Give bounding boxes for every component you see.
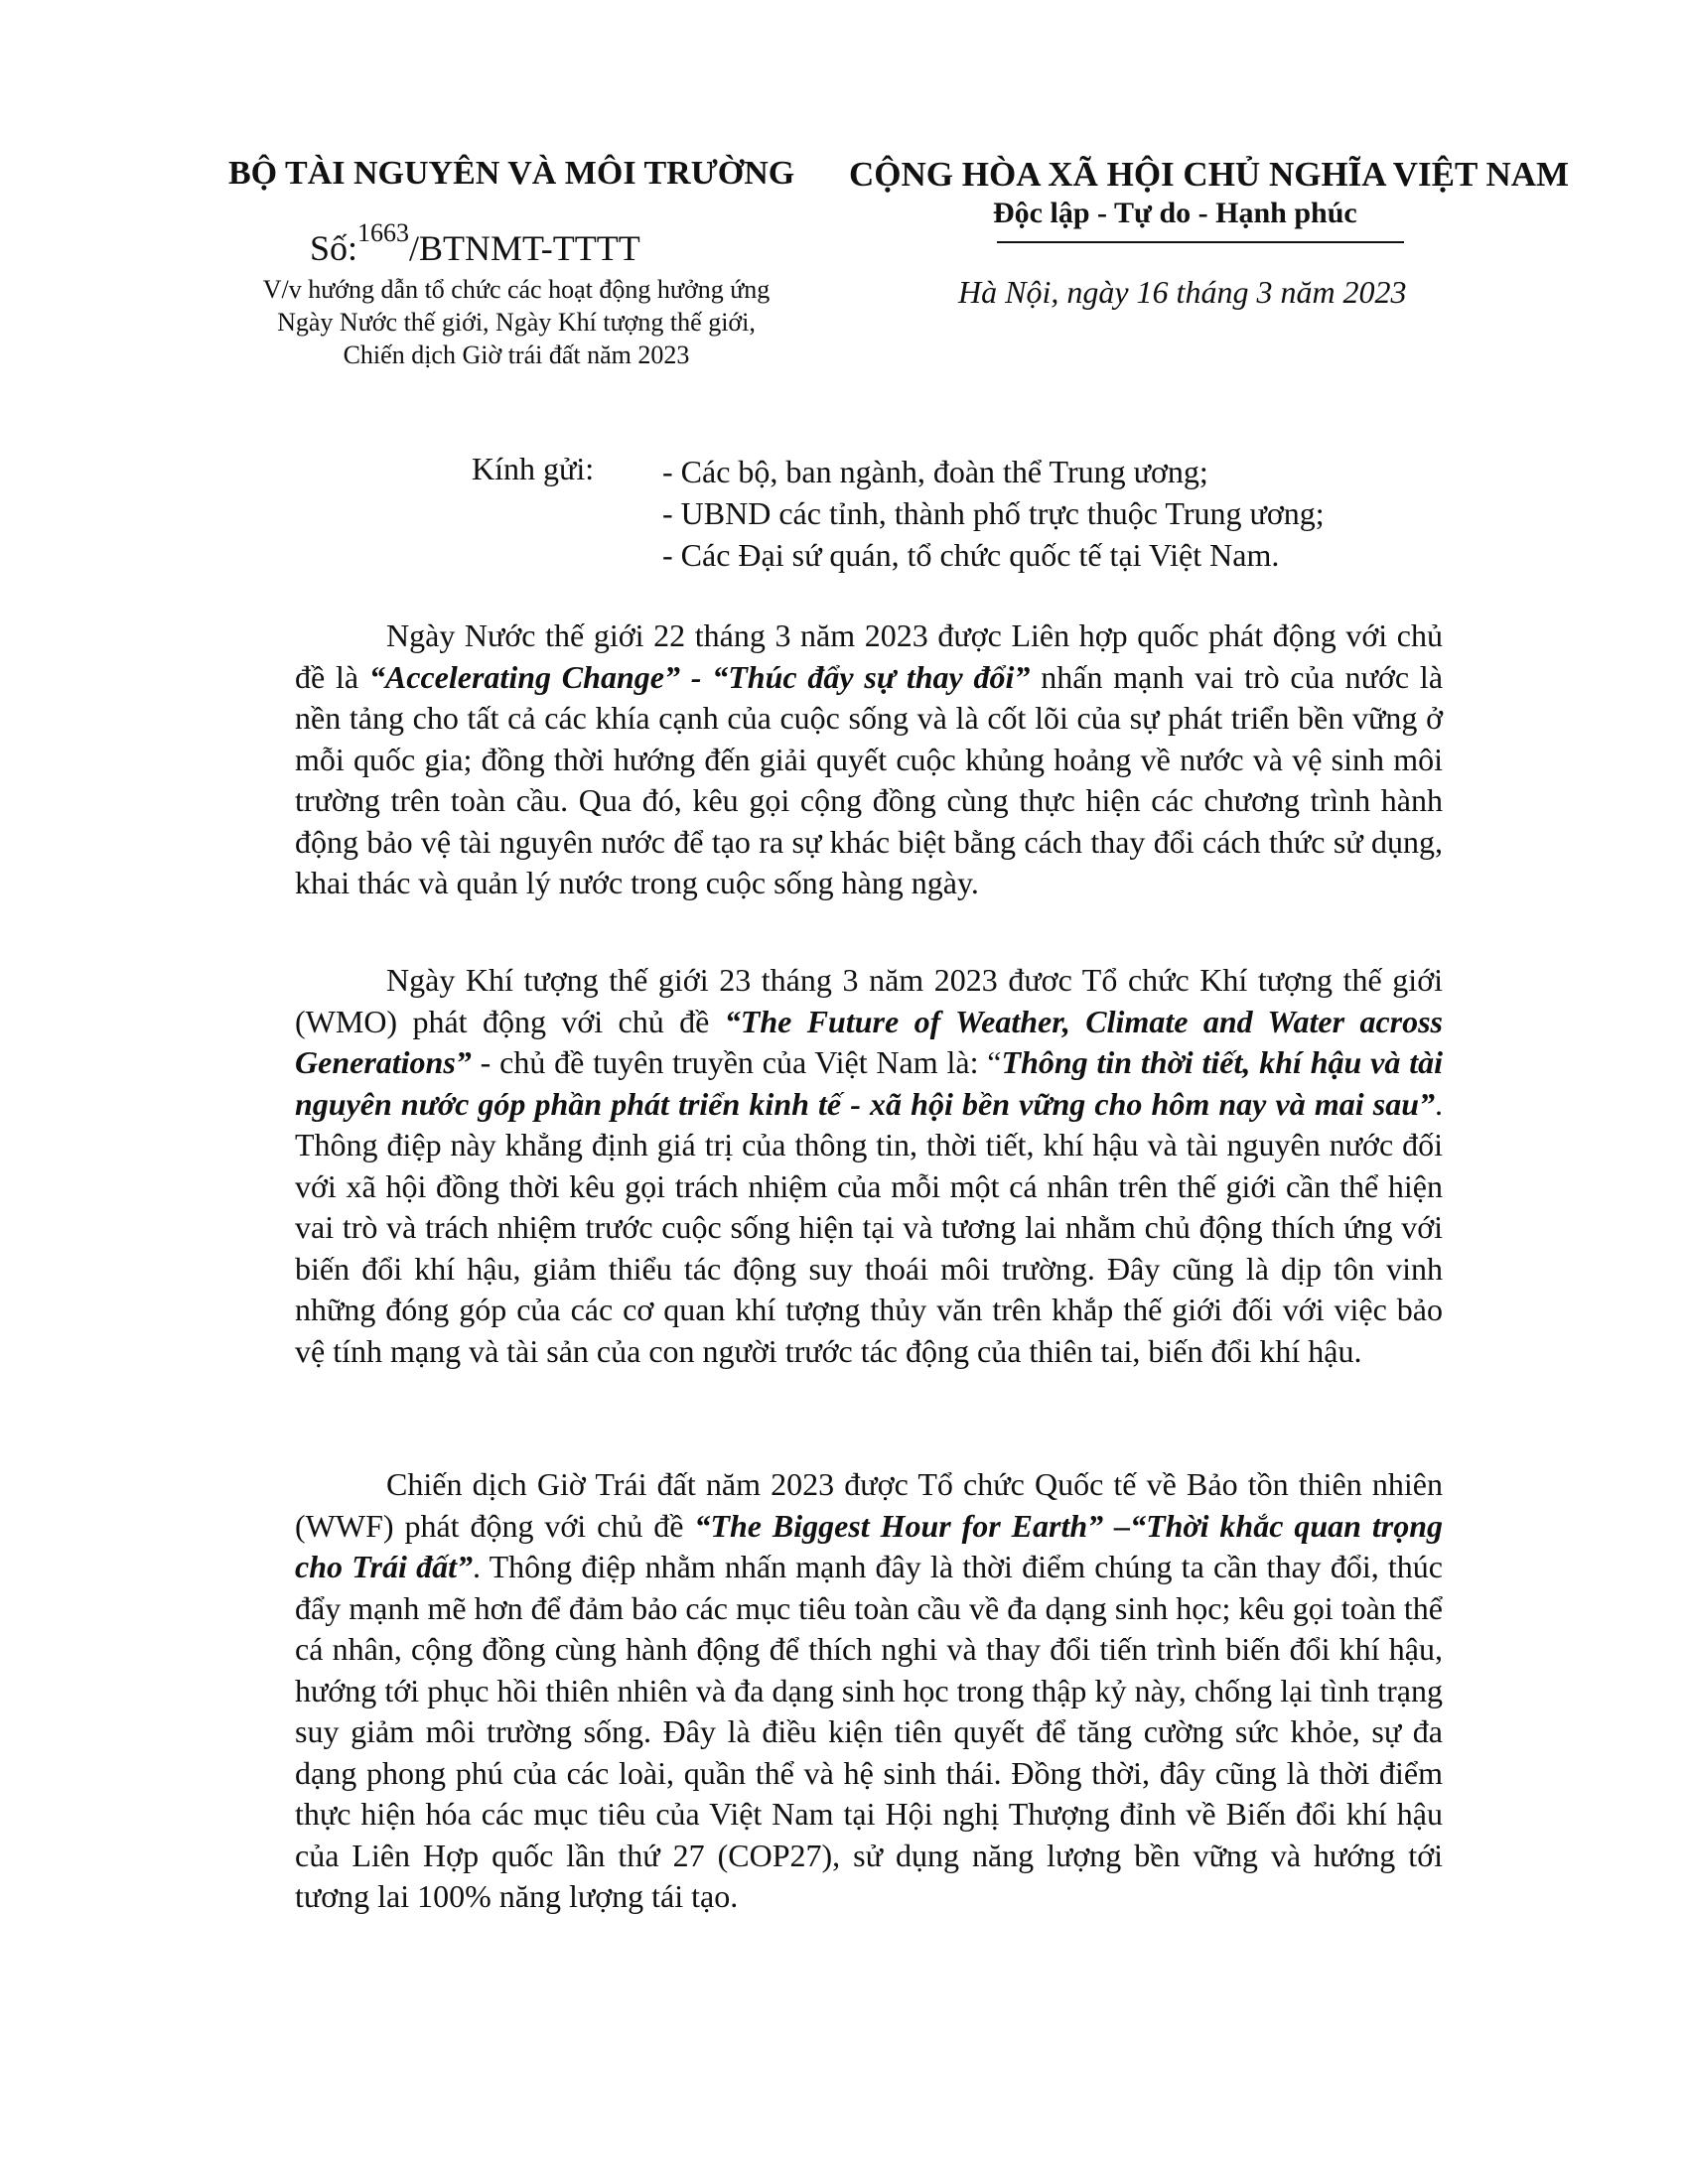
national-motto: Độc lập - Tự do - Hạnh phúc <box>993 197 1357 229</box>
document-number <box>310 218 640 269</box>
recipients-label: Kính gửi: <box>472 451 595 486</box>
theme-highlight: “The Future of Weather, Climate and Water across Generations” <box>295 1003 1444 1080</box>
theme-highlight: “The Biggest Hour for Earth” –“Thời khắc quan trọng cho Trái đất” <box>295 1507 1444 1584</box>
issuing-ministry: BỘ TÀI NGUYÊN VÀ MÔI TRƯỜNG <box>228 155 795 192</box>
recipients-list <box>662 451 1325 576</box>
recipient-item: - Các bộ, ban ngành, đoàn thể Trung ương; <box>662 454 1208 489</box>
paragraph-text: Ngày Nước thế giới 22 tháng 3 năm 2023 được Liên hợp quốc phát động với chủ đề là <box>295 617 1443 695</box>
paragraph-text: Ngày Khí tượng thế giới 23 tháng 3 năm 2023 đươc Tổ chức Khí tượng thế giới (WMO) phát động với chủ đề <box>295 962 1443 1039</box>
theme-highlight: Thông tin thời tiết, khí hậu và tài nguyên nước góp phần phát triển kinh tế - xã hội bền vững cho hôm nay và mai sau” <box>295 1044 1444 1122</box>
recipient-item: - Các Đại sứ quán, tổ chức quốc tế tại Việt Nam. <box>662 537 1280 573</box>
paragraph-text: . Thông điệp này khẳng định giá trị của thông tin, thời tiết, khí hậu và tài nguyên nước đối với xã hội đồng thời kêu gọi trách nhiệm của mỗi một cá nhân trên thế giới cần thể hiện vai trò và trách nhiệm trước cuộc sống hiện tại và tương lai nhằm chủ động thích ứng với biến đổi khí hậu, giảm thiểu tác động suy thoái môi trường. Đây cũng là dịp tôn vinh những đóng góp của các cơ quan khí tượng thủy văn trên khắp thế giới đối với việc bảo vệ tính mạng và tài sản của con người trước tác động của thiên tai, biến đổi khí hậu. <box>295 1085 1443 1369</box>
place-and-date: Hà Nội, ngày 16 tháng 3 năm 2023 <box>958 274 1407 310</box>
paragraph-text: Chiến dịch Giờ Trái đất năm 2023 được Tổ chức Quốc tế về Bảo tồn thiên nhiên (WWF) phát động với chủ đề <box>295 1466 1443 1544</box>
theme-highlight: “Accelerating Change” - “Thúc đẩy sự thay đổi” <box>368 658 1031 695</box>
doc-no-prefix: Số: <box>310 228 358 268</box>
motto-underline <box>997 241 1404 243</box>
subject-line: V/v hướng dẫn tổ chức các hoạt động hưởng ứng <box>262 275 771 304</box>
paragraph-text: nhấn mạnh vai trò của nước là nền tảng cho tất cả các khía cạnh của cuộc sống và là cốt lõi của sự phát triển bền vững ở mỗi quốc gia; đồng thời hướng đến giải quyết cuộc khủng hoảng về nước và vệ sinh môi trường trên toàn cầu. Qua đó, kêu gọi cộng đồng cùng thực hiện các chương trình hành động bảo vệ tài nguyên nước để tạo ra sự khác biệt bằng cách thay đổi cách thức sử dụng, khai thác và quản lý nước trong cuộc sống hàng ngày. <box>295 658 1444 900</box>
subject-line: Ngày Nước thế giới, Ngày Khí tượng thế giới, <box>277 308 756 337</box>
paragraph-text: . Thông điệp nhằm nhấn mạnh đây là thời điểm chúng ta cần thay đổi, thúc đẩy mạnh mẽ hơn để đảm bảo các mục tiêu toàn cầu về đa dạng sinh học; kêu gọi toàn thể cá nhân, cộng đồng cùng hành động để thích nghi và thay đổi tiến trình biến đổi khí hậu, hướng tới phục hồi thiên nhiên và đa dạng sinh học trong thập kỷ này, chống lại tình trạng suy giảm môi trường sống. Đây là điều kiện tiên quyết để tăng cường sức khỏe, sự đa dạng phong phú của các loài, quần thể và hệ sinh thái. Đồng thời, đây cũng là thời điểm thực hiện hóa các mục tiêu của Việt Nam tại Hội nghị Thượng đỉnh về Biến đổi khí hậu của Liên Hợp quốc lần thứ 27 (COP27), sử dụng năng lượng bền vững và hướng tới tương lai 100% năng lượng tái tạo. <box>295 1549 1443 1914</box>
paragraph-earth-hour <box>295 1464 1443 1918</box>
subject-line: Chiến dịch Giờ trái đất năm 2023 <box>343 341 690 369</box>
paragraph-text: - chủ đề tuyên truyền của Việt Nam là: “ <box>471 1044 1002 1080</box>
recipient-item: - UBND các tỉnh, thành phố trực thuộc Trung ương; <box>662 495 1325 531</box>
document-subject <box>199 273 834 371</box>
doc-no-suffix: /BTNMT-TTTT <box>409 228 640 268</box>
doc-no-number: 1663 <box>357 218 410 247</box>
national-title: CỘNG HÒA XÃ HỘI CHỦ NGHĨA VIỆT NAM <box>849 155 1570 194</box>
paragraph-world-meteorological-day <box>295 960 1443 1372</box>
paragraph-world-water-day <box>295 615 1443 904</box>
